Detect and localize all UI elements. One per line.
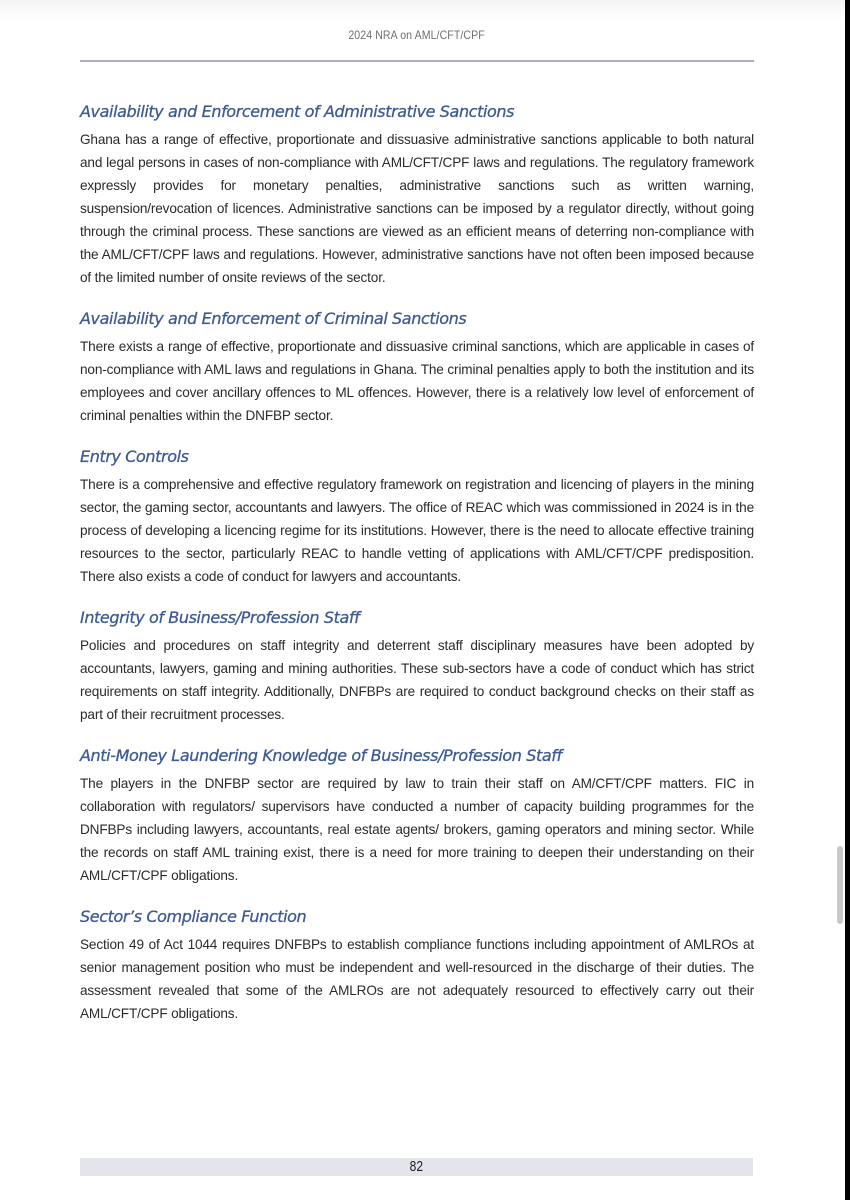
window-edge [845, 0, 850, 1200]
section-heading: Entry Controls [80, 447, 189, 466]
section-heading: Availability and Enforcement of Criminal Sanctions [80, 309, 467, 328]
section-heading: Integrity of Business/Profession Staff [80, 608, 360, 627]
page-content [80, 100, 754, 1043]
section-heading: Anti-Money Laundering Knowledge of Business/Profession Staff [80, 746, 562, 765]
section-paragraph: There exists a range of effective, proportionate and dissuasive criminal sanctions, which are applicable in cases of non-compliance with AML laws and regulations in Ghana. The criminal penalties apply to both the institution and its employees and cover ancillary offences to ML offences. However, there is a relatively low level of enforcement of criminal penalties within the DNFBP sector. [80, 339, 754, 423]
scrollbar-thumb[interactable] [837, 846, 843, 924]
page-footer [80, 1158, 753, 1176]
section-administrative-sanctions [80, 100, 754, 289]
section-criminal-sanctions [80, 307, 754, 427]
section-aml-knowledge [80, 744, 754, 887]
page-number: 82 [409, 1158, 424, 1175]
top-shade [0, 0, 845, 20]
section-paragraph: Policies and procedures on staff integrity and deterrent staff disciplinary measures have been adopted by accountants, lawyers, gaming and mining authorities. These sub-sectors have a code of conduct which has strict requirements on staff integrity. Additionally, DNFBPs are required to conduct background checks on their staff as part of their recruitment processes. [80, 638, 754, 722]
section-entry-controls [80, 445, 754, 588]
running-header: 2024 NRA on AML/CFT/CPF [348, 28, 485, 42]
section-paragraph: Ghana has a range of effective, proportionate and dissuasive administrative sanctions applicable to both natural and legal persons in cases of non-compliance with AML/CFT/CPF laws and regulations. The regulatory framework expressly provides for monetary penalties, administrative sanctions such as written warning, suspension/revocation of licences. Administrative sanctions can be imposed by a regulator directly, without going through the criminal process. These sanctions are viewed as an efficient means of deterring non-compliance with the AML/CFT/CPF laws and regulations. However, administrative sanctions have not often been imposed because of the limited number of onsite reviews of the sector. [80, 132, 754, 285]
section-heading: Availability and Enforcement of Administrative Sanctions [80, 102, 515, 121]
section-compliance-function [80, 905, 754, 1025]
section-staff-integrity [80, 606, 754, 726]
section-heading: Sector’s Compliance Function [80, 907, 307, 926]
section-paragraph: There is a comprehensive and effective regulatory framework on registration and licencing of players in the mining sector, the gaming sector, accountants and lawyers. The office of REAC which was commissioned in 2024 is in the process of developing a licencing regime for its institutions. However, there is the need to allocate effective training resources to the sector, particularly REAC to handle vetting of applications with AML/CFT/CPF predisposition. There also exists a code of conduct for lawyers and accountants. [80, 477, 754, 584]
header-divider [80, 60, 754, 62]
section-paragraph: Section 49 of Act 1044 requires DNFBPs to establish compliance functions including appointment of AMLROs at senior management position who must be independent and well-resourced in the discharge of their duties. The assessment revealed that some of the AMLROs are not adequately resourced to effectively carry out their AML/CFT/CPF obligations. [80, 937, 754, 1021]
section-paragraph: The players in the DNFBP sector are required by law to train their staff on AM/CFT/CPF matters. FIC in collaboration with regulators/ supervisors have conducted a number of capacity building programmes for the DNFBPs including lawyers, accountants, real estate agents/ brokers, gaming operators and mining sector. While the records on staff AML training exist, there is a need for more training to deepen their understanding on their AML/CFT/CPF obligations. [80, 776, 754, 883]
